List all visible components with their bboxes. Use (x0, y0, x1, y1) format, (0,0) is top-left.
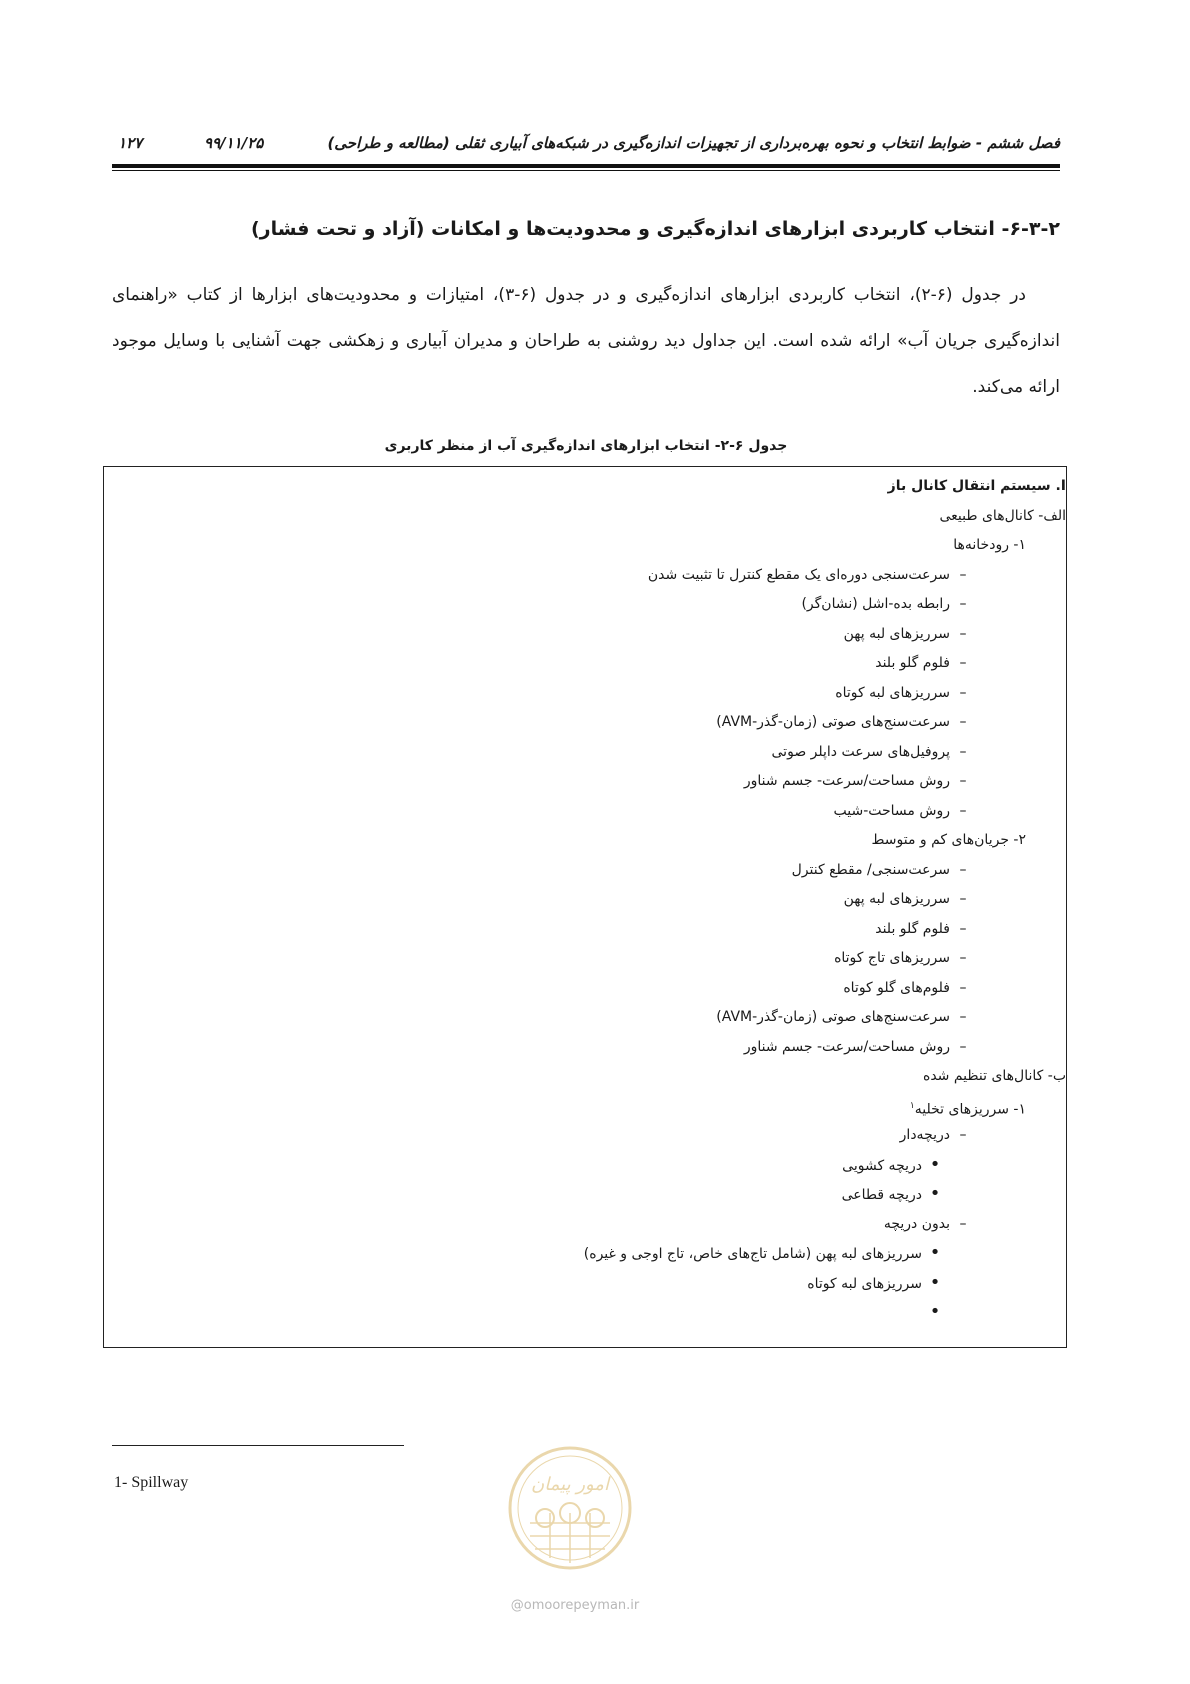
row-text: دریچه‌دار (899, 1127, 950, 1143)
row-text: سرعت‌سنج‌های صوتی (زمان-گذر-AVM) (716, 1009, 950, 1025)
table-row (842, 1150, 948, 1180)
dash-marker: – (959, 743, 967, 760)
dash-marker: – (959, 625, 967, 642)
dash-marker: – (959, 714, 967, 730)
table-row (953, 530, 1026, 560)
row-text: ب- کانال‌های تنظیم شده (922, 1068, 1066, 1084)
chapter-title: فصل ششم - ضوابط انتخاب و نحوه بهره‌برداری از تجهیزات اندازه‌گیری در شبکه‌های آبیاری ثقلی (مطالعه و طراحی) (327, 134, 1060, 152)
row-text: سرعت‌سنجی/ مقطع کنترل (791, 861, 950, 878)
table-row (888, 471, 1066, 501)
bullet-marker: • (929, 1153, 941, 1175)
dash-marker: – (959, 920, 967, 937)
table-row (834, 796, 976, 826)
table-row (875, 914, 976, 944)
table-row (940, 501, 1067, 531)
bullet-marker: • (929, 1183, 941, 1204)
table-row (910, 1091, 1026, 1121)
watermark-logo-text: امور پیمان (531, 1474, 609, 1495)
row-text: دریچه کشویی (842, 1157, 922, 1174)
table-row (792, 855, 976, 885)
dash-marker: – (959, 1009, 967, 1025)
table-row (843, 973, 976, 1003)
row-text: فلوم‌های گلو کوتاه (843, 979, 950, 996)
row-text: روش مساحت/سرعت- جسم شناور (743, 773, 950, 789)
footnote-rule (112, 1445, 404, 1446)
dash-marker: – (959, 655, 967, 671)
dash-marker: – (959, 950, 967, 966)
header-date: ۹۹/۱۱/۲۵ (204, 134, 264, 152)
table-row (844, 884, 976, 914)
row-text: سرعت‌سنجی دوره‌ای یک مقطع کنترل تا تثبیت شدن (647, 566, 950, 583)
row-text: پروفیل‌های سرعت داپلر صوتی (771, 743, 950, 760)
table-row (900, 1120, 976, 1150)
table-row (716, 1002, 976, 1032)
table-row (801, 589, 976, 619)
row-text: سرریزهای لبه کوتاه (835, 684, 950, 701)
dash-marker: – (959, 891, 967, 907)
dash-marker: – (959, 802, 967, 819)
dash-marker: – (959, 773, 967, 789)
table-row (716, 707, 976, 737)
row-text: ۱- سرریزهای تخلیه (914, 1101, 1026, 1118)
table-box (103, 466, 1067, 1348)
row-text: سرریزهای لبه پهن (شامل تاج‌های خاص، تاج اوجی و غیره) (583, 1246, 922, 1262)
row-text: روش مساحت/سرعت- جسم شناور (743, 1038, 950, 1055)
dash-marker: – (959, 684, 967, 701)
footnote: 1- Spillway (114, 1474, 189, 1491)
row-text: سرریزهای لبه پهن (843, 891, 950, 907)
row-text: روش مساحت-شیب (833, 802, 950, 819)
table-row (844, 619, 976, 649)
table-row (835, 678, 976, 708)
page-number: ۱۲۷ (118, 134, 143, 152)
header-rule-thin (112, 170, 1060, 171)
bullet-marker: • (929, 1242, 941, 1263)
table-row (922, 1297, 948, 1327)
bullet-marker: • (929, 1301, 941, 1322)
table-row (744, 766, 976, 796)
row-text: فلوم گلو بلند (875, 655, 950, 671)
watermark-logo-icon (505, 1428, 635, 1588)
row-text: سرریزهای تاج کوتاه (834, 950, 950, 966)
table-caption: جدول ۶-۲- انتخاب ابزارهای اندازه‌گیری آب از منظر کاربری (384, 438, 788, 454)
row-text: سرعت‌سنج‌های صوتی (زمان-گذر-AVM) (716, 714, 950, 730)
row-text: رابطه بده-اشل (نشان‌گر) (801, 596, 950, 612)
dash-marker: – (959, 1127, 967, 1143)
dash-marker: – (959, 861, 967, 878)
page-header (112, 126, 1060, 158)
table-row (875, 648, 976, 678)
table-row (871, 825, 1026, 855)
row-text: الف- کانال‌های طبیعی (939, 507, 1066, 524)
row-text: دریچه قطاعی (841, 1187, 922, 1203)
row-text: سرریزهای لبه پهن (843, 625, 950, 642)
table-row (923, 1061, 1066, 1091)
table-row (744, 1032, 976, 1062)
header-rule-thick (112, 164, 1060, 168)
paragraph-text: در جدول (۶-۲)، انتخاب کاربردی ابزارهای اندازه‌گیری و در جدول (۶-۳)، امتیازات و محدودیت‌های ابزارها از کتاب «راهنمای اندازه‌گیری جریان آب» ارائه شده است. این جداول دید روشنی به طراحان و مدیران آبیاری و زهکشی جهت آشنایی با وسایل موجود ارائه می‌کند. (112, 285, 1060, 397)
row-text: فلوم گلو بلند (875, 920, 950, 937)
body-paragraph (112, 272, 1060, 410)
row-text: ۱- رودخانه‌ها (953, 537, 1026, 553)
dash-marker: – (959, 566, 967, 583)
bullet-marker: • (929, 1271, 941, 1293)
dash-marker: – (959, 596, 967, 612)
table-row (834, 943, 976, 973)
row-text: ۲- جریان‌های کم و متوسط (871, 832, 1026, 848)
table-row (884, 1209, 976, 1239)
watermark-url: @omoorepeyman.ir (510, 1598, 640, 1613)
table-row (807, 1268, 948, 1298)
table-row (772, 737, 976, 767)
row-text: بدون دریچه (883, 1215, 950, 1232)
row-text: سرریزهای لبه کوتاه (807, 1275, 922, 1292)
table-row (648, 560, 976, 590)
dash-marker: – (959, 1215, 967, 1232)
dash-marker: – (959, 1038, 967, 1055)
section-heading: ۶-۳-۲- انتخاب کاربردی ابزارهای اندازه‌گیری و محدودیت‌ها و امکانات (آزاد و تحت فشار) (250, 218, 1060, 240)
row-text: I. سیستم انتقال کانال باز (887, 478, 1066, 494)
table-row (842, 1179, 948, 1209)
footnote-ref: ۱ (909, 1100, 915, 1111)
dash-marker: – (959, 979, 967, 996)
table-row (584, 1238, 948, 1268)
